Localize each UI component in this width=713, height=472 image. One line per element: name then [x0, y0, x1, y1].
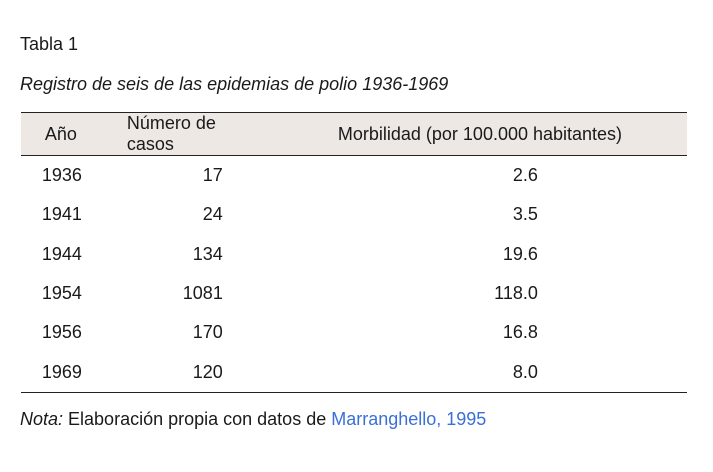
table-row	[21, 235, 687, 274]
header-cases: Número de casos	[103, 113, 256, 156]
cell-morbidity-value: 8.0	[512, 361, 538, 382]
cell-morbidity	[256, 156, 687, 196]
table-row	[21, 156, 687, 196]
cell-year: 1954	[41, 283, 82, 304]
table-note	[20, 408, 486, 430]
table-row	[21, 352, 687, 392]
cell-morbidity-value: 2.6	[512, 165, 538, 186]
cell-cases-value: 1081	[182, 283, 223, 304]
cell-morbidity-value: 118.0	[494, 283, 538, 304]
cell-year: 1969	[21, 352, 103, 392]
cell-morbidity-value: 3.5	[512, 204, 538, 225]
cell-year: 1941	[41, 204, 82, 225]
data-table-container	[21, 112, 687, 393]
polio-epidemics-table	[21, 112, 687, 393]
cell-morbidity	[256, 274, 687, 313]
cell-morbidity	[256, 352, 687, 392]
source-link[interactable]: Marranghello, 1995	[331, 409, 487, 429]
cell-year: 1956	[41, 322, 82, 343]
cell-cases-value: 170	[192, 322, 223, 343]
cell-cases-value: 17	[202, 165, 223, 186]
cell-morbidity	[256, 195, 687, 234]
table-label: Tabla 1	[20, 34, 79, 54]
table-row	[21, 195, 687, 234]
header-morbidity: Morbilidad (por 100.000 habitantes)	[256, 113, 687, 156]
cell-morbidity	[256, 313, 687, 352]
cell-cases	[103, 352, 256, 392]
table-title: Registro de seis de las epidemias de polio 1936-1969	[20, 74, 449, 94]
table-header-row	[21, 113, 687, 156]
cell-cases-value: 24	[202, 204, 223, 225]
cell-cases-value: 120	[192, 361, 223, 382]
cell-year: 1936	[41, 165, 82, 186]
note-prefix: Nota:	[20, 409, 64, 429]
cell-cases	[103, 235, 256, 274]
header-year: Año	[21, 113, 103, 156]
cell-morbidity-value: 19.6	[502, 243, 538, 264]
cell-cases	[103, 313, 256, 352]
cell-year: 1944	[41, 243, 82, 264]
cell-cases	[103, 274, 256, 313]
cell-cases	[103, 156, 256, 196]
note-text: Elaboración propia con datos de	[63, 409, 332, 429]
cell-morbidity-value: 16.8	[502, 322, 538, 343]
table-row	[21, 274, 687, 313]
cell-cases	[103, 195, 256, 234]
table-row	[21, 313, 687, 352]
cell-cases-value: 134	[192, 243, 223, 264]
cell-morbidity	[256, 235, 687, 274]
